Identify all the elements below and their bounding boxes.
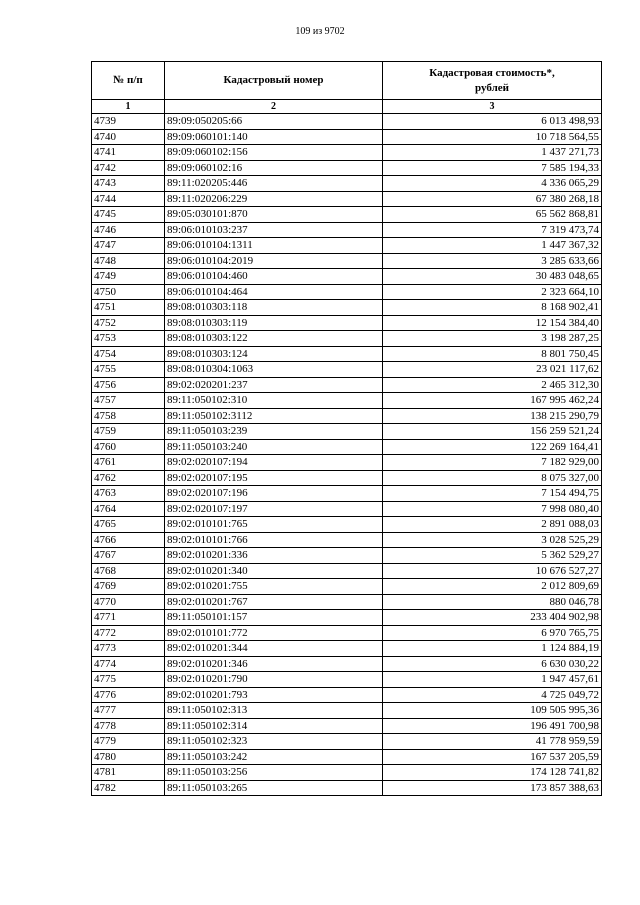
row-index: 4748 [92,253,165,269]
cadastral-value: 109 505 995,36 [383,703,602,719]
cadastral-value: 167 537 205,59 [383,749,602,765]
cadastral-value: 3 285 633,66 [383,253,602,269]
cadastral-number: 89:09:060101:140 [165,129,383,145]
row-index: 4742 [92,160,165,176]
table-row [92,563,602,579]
cadastral-table [91,61,602,796]
cadastral-value: 6 970 765,75 [383,625,602,641]
table-row [92,470,602,486]
cadastral-number: 89:05:030101:870 [165,207,383,223]
row-index: 4762 [92,470,165,486]
cadastral-value: 6 630 030,22 [383,656,602,672]
cadastral-number: 89:02:010201:755 [165,579,383,595]
table-row [92,765,602,781]
cadastral-value: 122 269 164,41 [383,439,602,455]
row-index: 4747 [92,238,165,254]
cadastral-number: 89:06:010104:2019 [165,253,383,269]
cadastral-value: 65 562 868,81 [383,207,602,223]
cadastral-number: 89:08:010303:118 [165,300,383,316]
row-index: 4760 [92,439,165,455]
row-index: 4766 [92,532,165,548]
cadastral-number: 89:06:010104:464 [165,284,383,300]
row-index: 4770 [92,594,165,610]
row-index: 4757 [92,393,165,409]
table-row [92,377,602,393]
header-cadastral-value-line1: Кадастровая стоимость*, [429,66,555,79]
cadastral-value: 173 857 388,63 [383,780,602,796]
column-number: 1 [92,100,165,114]
row-index: 4774 [92,656,165,672]
header-cadastral-value [383,62,602,100]
cadastral-value: 3 028 525,29 [383,532,602,548]
header-index: № п/п [92,62,165,100]
cadastral-value: 880 046,78 [383,594,602,610]
cadastral-value: 41 778 959,59 [383,734,602,750]
cadastral-number: 89:06:010103:237 [165,222,383,238]
table-row [92,517,602,533]
table-row [92,393,602,409]
row-index: 4775 [92,672,165,688]
table-row [92,594,602,610]
cadastral-number: 89:11:050103:239 [165,424,383,440]
cadastral-number: 89:02:010201:336 [165,548,383,564]
table-row [92,408,602,424]
cadastral-value: 196 491 700,98 [383,718,602,734]
cadastral-number: 89:11:020205:446 [165,176,383,192]
cadastral-number: 89:02:020107:194 [165,455,383,471]
cadastral-number: 89:06:010104:1311 [165,238,383,254]
row-index: 4780 [92,749,165,765]
row-index: 4749 [92,269,165,285]
cadastral-value: 2 891 088,03 [383,517,602,533]
cadastral-number: 89:08:010304:1063 [165,362,383,378]
row-index: 4744 [92,191,165,207]
cadastral-number: 89:02:020107:197 [165,501,383,517]
cadastral-number: 89:08:010303:122 [165,331,383,347]
table-row [92,362,602,378]
table-row [92,191,602,207]
table-row [92,160,602,176]
table-row [92,331,602,347]
cadastral-number: 89:02:010101:765 [165,517,383,533]
cadastral-value: 233 404 902,98 [383,610,602,626]
table-row [92,439,602,455]
row-index: 4782 [92,780,165,796]
row-index: 4751 [92,300,165,316]
cadastral-number: 89:02:010201:340 [165,563,383,579]
row-index: 4781 [92,765,165,781]
row-index: 4759 [92,424,165,440]
cadastral-value: 7 998 080,40 [383,501,602,517]
table-row [92,672,602,688]
row-index: 4771 [92,610,165,626]
cadastral-number: 89:11:050103:265 [165,780,383,796]
cadastral-number: 89:02:020107:195 [165,470,383,486]
cadastral-number: 89:02:010201:767 [165,594,383,610]
cadastral-value: 2 465 312,30 [383,377,602,393]
cadastral-number: 89:02:010201:793 [165,687,383,703]
table-row [92,749,602,765]
table-row [92,284,602,300]
table-row [92,625,602,641]
row-index: 4767 [92,548,165,564]
table-row [92,703,602,719]
table-row [92,129,602,145]
row-index: 4778 [92,718,165,734]
cadastral-number: 89:11:050103:256 [165,765,383,781]
row-index: 4750 [92,284,165,300]
cadastral-number: 89:02:010201:344 [165,641,383,657]
cadastral-number: 89:09:050205:66 [165,114,383,130]
table-row [92,222,602,238]
cadastral-number: 89:08:010303:124 [165,346,383,362]
table-row [92,687,602,703]
table-row [92,780,602,796]
table-row [92,253,602,269]
cadastral-value: 2 323 664,10 [383,284,602,300]
cadastral-number: 89:02:020107:196 [165,486,383,502]
cadastral-value: 10 676 527,27 [383,563,602,579]
cadastral-value: 3 198 287,25 [383,331,602,347]
row-index: 4752 [92,315,165,331]
table-row [92,424,602,440]
row-index: 4740 [92,129,165,145]
table-row [92,455,602,471]
row-index: 4743 [92,176,165,192]
table-row [92,114,602,130]
cadastral-number: 89:02:010101:766 [165,532,383,548]
row-index: 4764 [92,501,165,517]
cadastral-number: 89:11:050101:157 [165,610,383,626]
cadastral-number: 89:11:050102:310 [165,393,383,409]
row-index: 4776 [92,687,165,703]
column-number-row [92,100,602,114]
cadastral-value: 30 483 048,65 [383,269,602,285]
table-row [92,269,602,285]
cadastral-value: 10 718 564,55 [383,129,602,145]
cadastral-value: 8 168 902,41 [383,300,602,316]
cadastral-value: 174 128 741,82 [383,765,602,781]
column-number: 2 [165,100,383,114]
cadastral-number: 89:02:010101:772 [165,625,383,641]
row-index: 4756 [92,377,165,393]
cadastral-value: 138 215 290,79 [383,408,602,424]
row-index: 4754 [92,346,165,362]
header-cadastral-number: Кадастровый номер [165,62,383,100]
cadastral-value: 12 154 384,40 [383,315,602,331]
table-row [92,238,602,254]
cadastral-number: 89:11:050102:323 [165,734,383,750]
table-row [92,346,602,362]
table-row [92,501,602,517]
table-row [92,548,602,564]
row-index: 4769 [92,579,165,595]
row-index: 4741 [92,145,165,161]
table-row [92,641,602,657]
table-row [92,718,602,734]
cadastral-value: 1 447 367,32 [383,238,602,254]
table-row [92,579,602,595]
cadastral-value: 156 259 521,24 [383,424,602,440]
cadastral-number: 89:11:050102:3112 [165,408,383,424]
page-header: 109 из 9702 [295,26,345,37]
cadastral-number: 89:09:060102:156 [165,145,383,161]
row-index: 4761 [92,455,165,471]
table-row [92,207,602,223]
row-index: 4768 [92,563,165,579]
cadastral-number: 89:02:010201:790 [165,672,383,688]
table-row [92,656,602,672]
table-row [92,610,602,626]
cadastral-value: 7 585 194,33 [383,160,602,176]
cadastral-value: 5 362 529,27 [383,548,602,564]
table-row [92,532,602,548]
cadastral-number: 89:11:050103:242 [165,749,383,765]
row-index: 4755 [92,362,165,378]
table-row [92,734,602,750]
cadastral-number: 89:02:020201:237 [165,377,383,393]
cadastral-value: 7 319 473,74 [383,222,602,238]
cadastral-value: 4 725 049,72 [383,687,602,703]
cadastral-value: 4 336 065,29 [383,176,602,192]
row-index: 4746 [92,222,165,238]
row-index: 4758 [92,408,165,424]
table-row [92,176,602,192]
cadastral-number: 89:02:010201:346 [165,656,383,672]
header-row [92,62,602,100]
cadastral-value: 7 154 494,75 [383,486,602,502]
cadastral-number: 89:11:020206:229 [165,191,383,207]
table-row [92,145,602,161]
cadastral-value: 23 021 117,62 [383,362,602,378]
cadastral-value: 67 380 268,18 [383,191,602,207]
cadastral-number: 89:06:010104:460 [165,269,383,285]
cadastral-number: 89:09:060102:16 [165,160,383,176]
table-row [92,315,602,331]
row-index: 4777 [92,703,165,719]
cadastral-value: 7 182 929,00 [383,455,602,471]
row-index: 4745 [92,207,165,223]
header-cadastral-value-line2: рублей [475,81,509,94]
cadastral-number: 89:08:010303:119 [165,315,383,331]
row-index: 4739 [92,114,165,130]
cadastral-number: 89:11:050103:240 [165,439,383,455]
row-index: 4779 [92,734,165,750]
row-index: 4772 [92,625,165,641]
cadastral-value: 1 947 457,61 [383,672,602,688]
cadastral-value: 8 075 327,00 [383,470,602,486]
table-row [92,486,602,502]
table-row [92,300,602,316]
cadastral-value: 167 995 462,24 [383,393,602,409]
cadastral-number: 89:11:050102:313 [165,703,383,719]
row-index: 4773 [92,641,165,657]
cadastral-value: 2 012 809,69 [383,579,602,595]
cadastral-value: 6 013 498,93 [383,114,602,130]
cadastral-number: 89:11:050102:314 [165,718,383,734]
cadastral-value: 8 801 750,45 [383,346,602,362]
row-index: 4765 [92,517,165,533]
column-number: 3 [383,100,602,114]
table-body [92,114,602,796]
row-index: 4753 [92,331,165,347]
cadastral-value: 1 437 271,73 [383,145,602,161]
row-index: 4763 [92,486,165,502]
cadastral-value: 1 124 884,19 [383,641,602,657]
